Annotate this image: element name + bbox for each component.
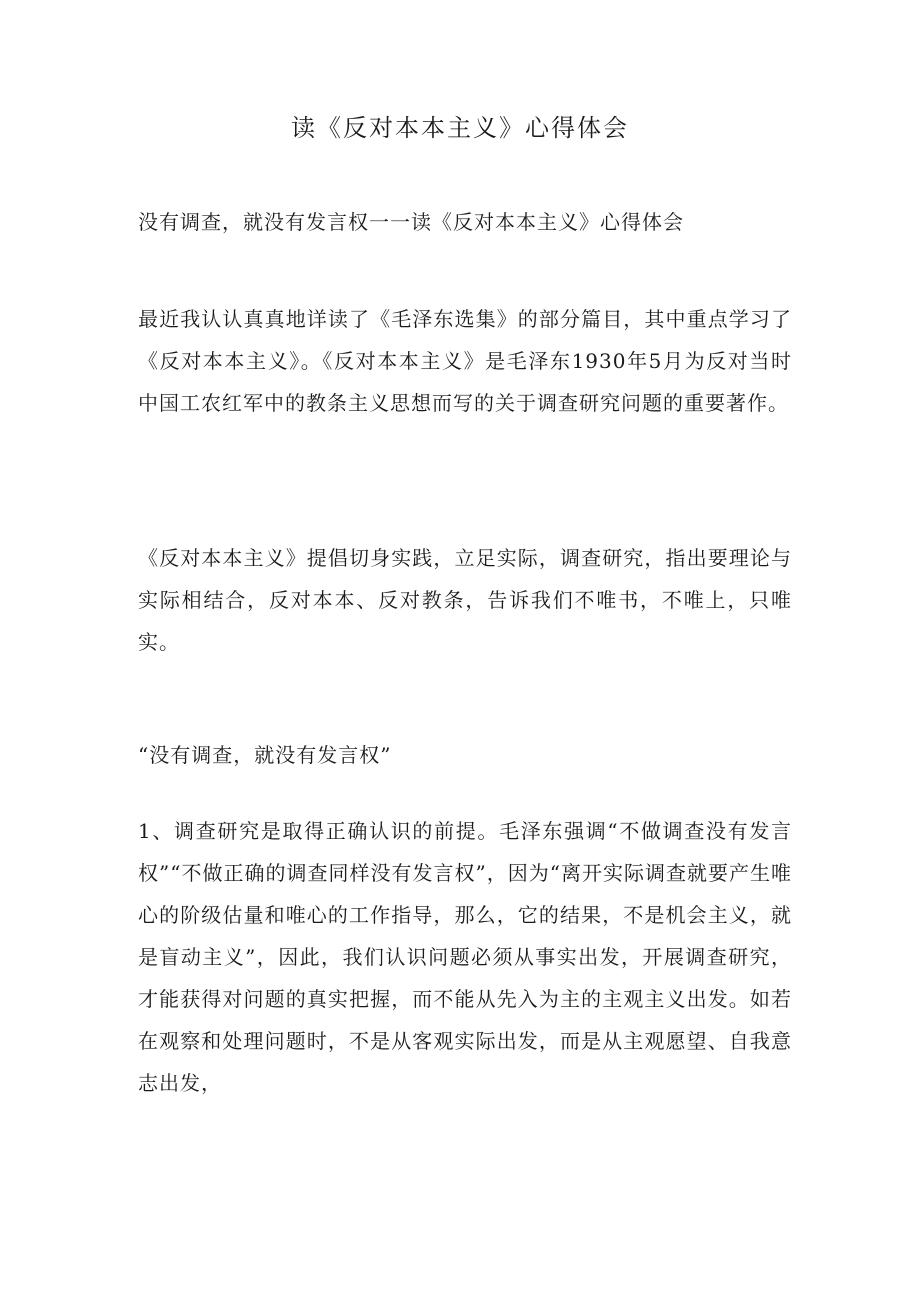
document-title: 读《反对本本主义》心得体会 xyxy=(291,114,629,142)
document-subtitle: 没有调查，就没有发言权一一读《反对本本主义》心得体会 xyxy=(138,210,684,234)
intro-paragraph: 最近我认认真真地详读了《毛泽东选集》的部分篇目，其中重点学习了《反对本本主义》。《反对本本主义》是毛泽东1930年5月为反对当时中国工农红军中的教条主义思想而写的关于调查研究问题的重要著作。 xyxy=(138,307,792,415)
summary-paragraph: 《反对本本主义》提倡切身实践，立足实际，调查研究，指出要理论与实际相结合，反对本本、反对教条，告诉我们不唯书，不唯上，只唯实。 xyxy=(138,546,792,654)
point-one-paragraph: 1、调查研究是取得正确认识的前提。毛泽东强调“不做调查没有发言权”“不做正确的调查同样没有发言权”，因为“离开实际调查就要产生唯心的阶级估量和唯心的工作指导，那么，它的结果，不是机会主义，就是盲动主义”，因此，我们认识问题必须从事实出发，开展调查研究，才能获得对问题的真实把握，而不能从先入为主的主观主义出发。如若在观察和处理问题时，不是从客观实际出发，而是从主观愿望、自我意志出发， xyxy=(138,819,792,1095)
section-heading: “没有调查，就没有发言权” xyxy=(138,743,392,767)
